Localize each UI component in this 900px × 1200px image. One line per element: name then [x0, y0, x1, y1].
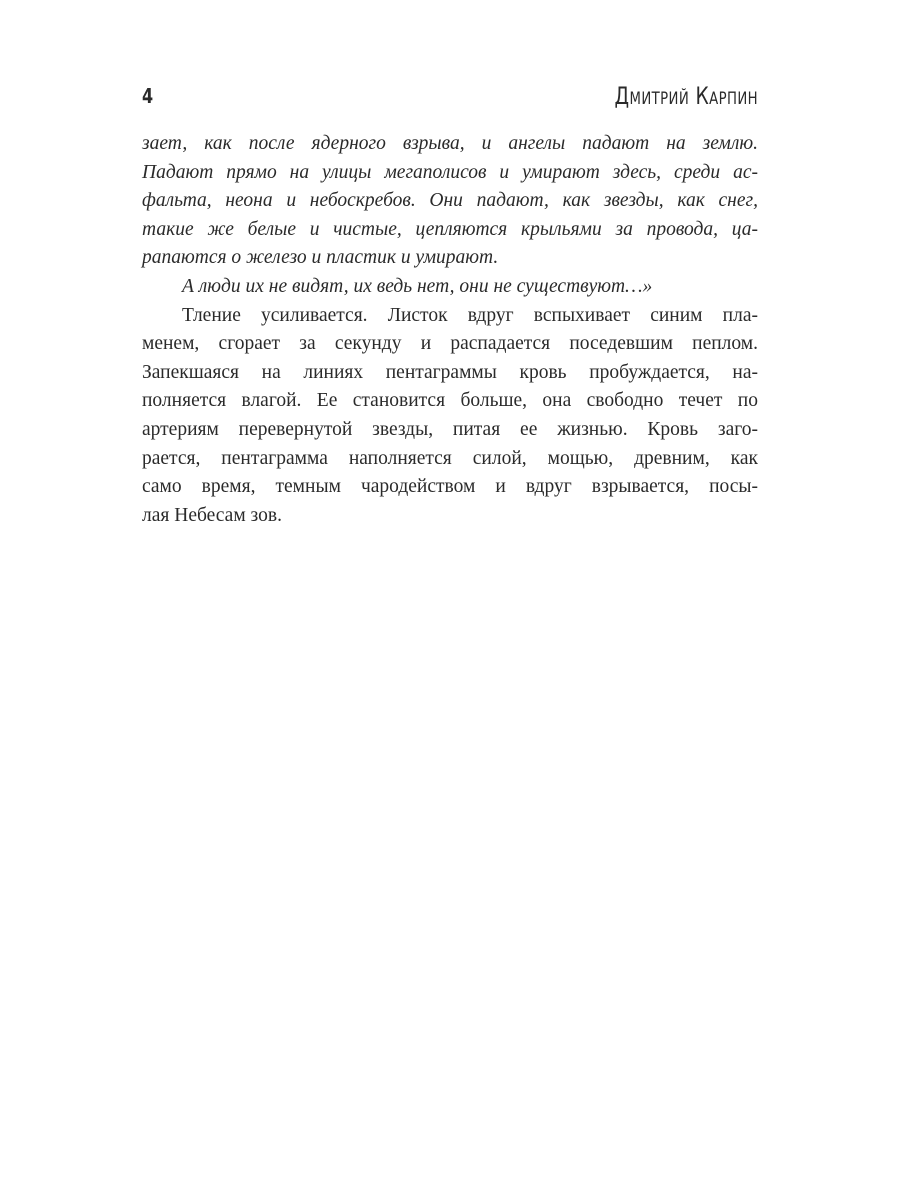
text-line: зает, как после ядерного взрыва, и ангелы падают на землю.: [142, 133, 758, 154]
text-line: фальта, неона и небоскребов. Они падают, как звезды, как снег,: [142, 190, 758, 212]
text-line: А люди их не видят, их ведь нет, они не существуют…»: [182, 275, 653, 297]
text-line: артериям перевернутой звезды, питая ее жизнью. Кровь заго-: [142, 418, 758, 440]
text-line: само время, темным чародейством и вдруг взрывается, посы-: [142, 476, 758, 498]
running-header: [142, 82, 758, 112]
running-head-author: Дмитрий Карпин: [614, 82, 758, 110]
text-line: менем, сгорает за секунду и распадается поседевшим пеплом.: [142, 333, 758, 355]
text-line: Запекшаяся на линиях пентаграммы кровь пробуждается, на-: [142, 361, 758, 383]
text-line: лая Небесам зов.: [142, 504, 282, 526]
text-line: рапаются о железо и пластик и умирают.: [142, 247, 499, 269]
text-line: такие же белые и чистые, цепляются крыльями за провода, ца-: [142, 218, 758, 240]
body-text: [142, 130, 758, 530]
text-line: Падают прямо на улицы мегаполисов и умирают здесь, среди ас-: [142, 161, 758, 183]
text-line: рается, пентаграмма наполняется силой, мощью, древним, как: [142, 447, 758, 469]
page-number: 4: [142, 84, 154, 108]
text-line: полняется влагой. Ее становится больше, она свободно течет по: [142, 390, 758, 412]
text-line: Тление усиливается. Листок вдруг вспыхивает синим пла-: [182, 304, 758, 326]
